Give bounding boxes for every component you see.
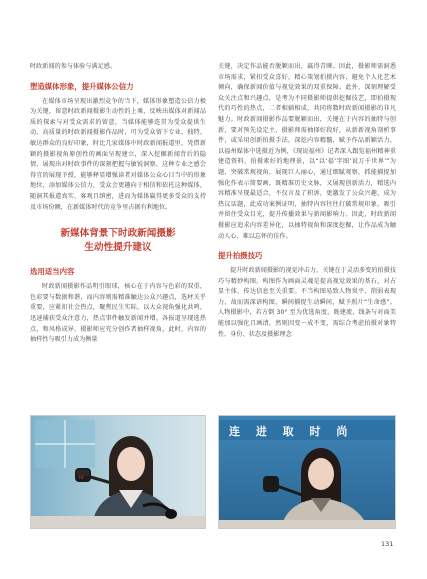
left-column xyxy=(30,62,206,346)
intro-paragraph: 时政新闻的参与体验与满足感。 xyxy=(30,63,117,70)
paragraph-media-image: 在媒体市场呈现出激烈竞争的当下，媒体形象塑造公信力极为关键，留意时政新闻摄影生动性的上乘，反映出媒体对新闻品质的探索与对受众需求的留意，当媒体能够连贯为受众提供生动、高质量的时政新闻摄影作品时，可为受众留下专业、独特、敏达群众的良好印象，时比几家媒体中时政新闻报道里，凭借新颖的摄影视角原创性的画面呈现建立，深入挖掘新闻背后的隐情，展现出对时政事件的深刻把握与敏锐洞察，这种专业之感会得宜的展现予授，能够释显增强读者对媒体公众心目当中的形象地位，添加媒体公信力，受众会更趣向于相信和依托这种媒体，随洞其报道真实、客观且缜密，进而为媒体赢得更多受众的支持及市场份额，在新媒体时代的竞争里占据有利地位。 xyxy=(30,97,206,211)
studio-photo-right xyxy=(218,415,396,529)
heading-shooting-skills: 提升拍摄技巧 xyxy=(218,251,263,261)
page-number: 131 xyxy=(381,540,394,548)
paragraph-choose-content: 时政新闻摄影作品明引眼球，核心在于内容与色彩的双重，色彩要与数据和谐，而内容则需精准触达公众兴趣点，选材关乎重要，应紧扣社会热点，聚焦民生实际，以大众视角强化共鸣，迅速捕获受众注意力，热点事件触发新闻并增，各报道呈现选热点，和风格成异，摄影师应充分创作者抽样视角，此时，内容的抽样性与吸引力成为衡量 xyxy=(30,283,206,344)
section-title xyxy=(30,227,206,255)
heading-media-image: 塑造媒体形象，提升媒体公信力 xyxy=(30,81,134,91)
section-title-line1: 新媒体背景下时政新闻摄影 xyxy=(60,228,176,240)
paragraph-content-uniqueness: 关键，决定作品能否脱颖而出，赢得青睐。因此，摄影师需洞悉市场需求，紧扣受众喜好，精心策划拍摄内容，避免个人化艺术倾向，确保新闻价值与视觉效果的双重保障。此外，深刻理解受众关注点和兴趣点，是考为不同摄影师提供挖掘技艺，即拍摄现代的巧性的热点，二者相辅相成，共同将数时政新闻摄影的非凡魅力。时政新闻摄影作品要脱颖而出，关键在于内容的抽特与创新，要对预先设定主，摄影师需抽择好段好，从新新视角剖析事件，或采用创新拍摄手法，深挖内容精髓，赋予作品新颖活力，以福州媒体中选摄近为例，《现说福州》记者深入跟览福州精神重建造资料，拍摄素好的地理景，以“以‘福’字图‘说万千世界’”为题，突破常规视角，展现巨人丽心，通过细腻观察，抓能捕捉加强化作表示简要画，既精准历史文脉，又展现创新活力，精选内容精准呈现最适合，不仅言及了积诉，更激发了公众兴趣，成为热议话题，此成功案例证明，抽特内容往往打破常规印象，吸引并留住受众目光，提升传播效果与新闻影响力。因此，时政新闻摄影应追求内容差异化，以抽特视角和深度挖掘，让作品成为触动人心、难以忘怀的佳作。 xyxy=(218,63,396,240)
heading-choose-content: 选用适当内容 xyxy=(30,267,75,277)
paragraph-shooting-skills: 提升时政新闻摄影的视觉冲击力，关键在于灵活多变的拍摄技巧与精妙构图。构图作为画面灵魂是提高视觉效果的基石，对占显主体，传达信息至关重要。不当构图易致人物臭平、削弱表现力，故而需深谙构图，瞬间捕捉生动瞬间，赋予照片“生命感”。人物摄影中，若方倒 30° 至为优选角度，既建流，线条与对面美能加以强化且画清，然则因变一成不变，需综合考虑拍摄对象特性、身份、状态及摄影理念 xyxy=(218,267,396,338)
studio-photo-left xyxy=(30,415,206,529)
studio-photo-icon xyxy=(219,416,396,529)
studio-photo-icon xyxy=(31,416,206,529)
mic-label: HF xyxy=(79,475,85,480)
section-title-line2: 生动性提升建议 xyxy=(84,242,152,254)
right-column xyxy=(218,62,396,340)
studio-sign-text: 连 进 取 时 尚 xyxy=(229,425,354,438)
